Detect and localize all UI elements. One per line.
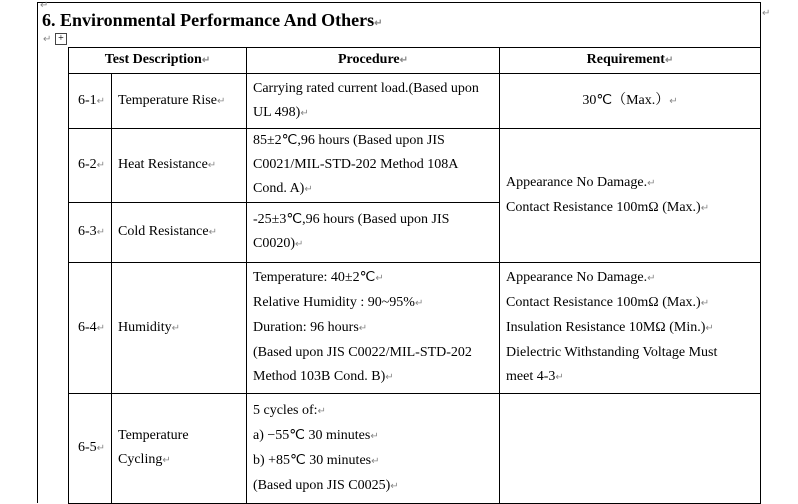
corner-mark: ↵	[40, 0, 49, 11]
row-number: 6-5↵	[69, 394, 112, 504]
row-procedure: 85±2℃,96 hours (Based upon JIS C0021/MIL-STD-202 Method 108A Cond. A)↵	[247, 129, 500, 203]
table-move-handle-icon[interactable]: +	[55, 33, 67, 45]
row-procedure: 5 cycles of:↵ a) −55℃ 30 minutes↵ b) +85℃ 30 minutes↵ (Based upon JIS C0025)↵	[247, 394, 500, 504]
header-test-description: Test Description↵	[69, 48, 247, 74]
row-procedure: Carrying rated current load.(Based upon UL 498)↵	[247, 74, 500, 129]
spec-table	[68, 47, 761, 504]
row-number: 6-2↵	[69, 129, 112, 203]
row-requirement: Appearance No Damage.↵ Contact Resistance 100mΩ (Max.)↵ Insulation Resistance 10MΩ (Min.)↵ Dielectric Withstanding Voltage Must meet 4-3↵	[500, 263, 761, 394]
row-number: 6-4↵	[69, 263, 112, 394]
row-requirement-merged: Appearance No Damage.↵ Contact Resistance 100mΩ (Max.)↵	[500, 129, 761, 263]
row-procedure: Temperature: 40±2℃↵ Relative Humidity : 90~95%↵ Duration: 96 hours↵ (Based upon JIS C0022/MIL-STD-202 Method 103B Cond. B)↵	[247, 263, 500, 394]
row-requirement-empty	[500, 394, 761, 504]
row-description: Temperature Rise↵	[112, 74, 247, 129]
row-description: Heat Resistance↵	[112, 129, 247, 203]
table-row	[69, 74, 761, 129]
table-header-row	[69, 48, 761, 74]
header-requirement: Requirement↵	[500, 48, 761, 74]
table-row	[69, 129, 761, 203]
table-row	[69, 394, 761, 504]
row-description: Cold Resistance↵	[112, 203, 247, 263]
corner-mark-right: ↵	[762, 8, 771, 19]
row-number: 6-1↵	[69, 74, 112, 129]
header-procedure: Procedure↵	[247, 48, 500, 74]
section-heading: 6. Environmental Performance And Others↵	[42, 10, 383, 30]
row-number: 6-3↵	[69, 203, 112, 263]
para-mark: ↵	[43, 34, 52, 45]
row-description: Humidity↵	[112, 263, 247, 394]
table-row	[69, 263, 761, 394]
row-requirement: 30℃（Max.）↵	[500, 74, 761, 129]
row-description: Temperature Cycling↵	[112, 394, 247, 504]
row-procedure: -25±3℃,96 hours (Based upon JIS C0020)↵	[247, 203, 500, 263]
